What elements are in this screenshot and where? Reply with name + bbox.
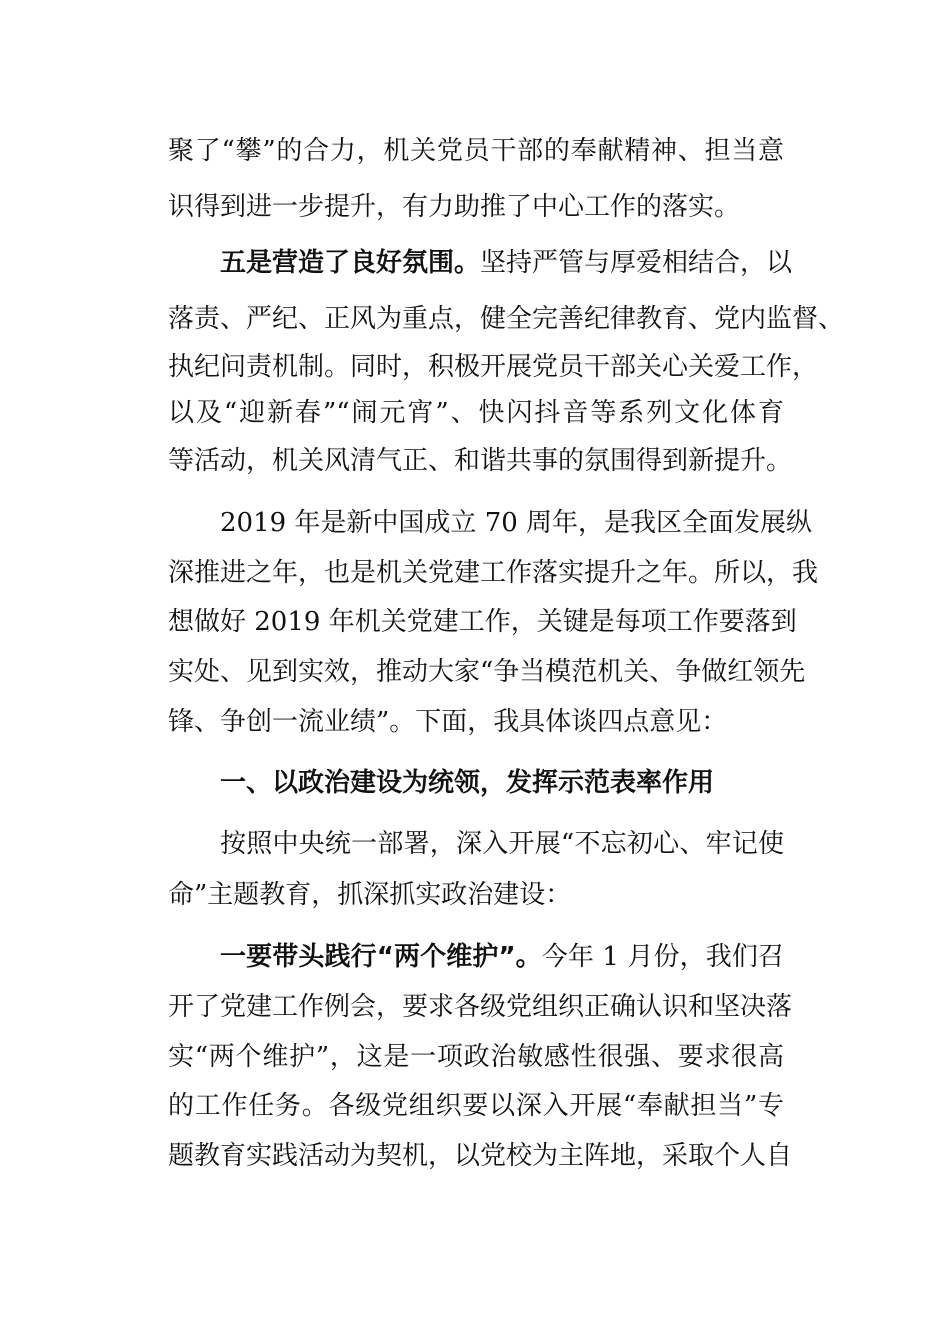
- text-line-14: 按照中央统一部署，深入开展“不忘初心、牢记使: [220, 829, 784, 859]
- text-line-15: 命”主题教育，抓深抓实政治建设：: [168, 880, 572, 910]
- text-line-7: 等活动，机关风清气正、和谐共事的氛围得到新提升。: [168, 446, 793, 476]
- text-line-6: 以及“迎新春”“闹元宵”、快闪抖音等系列文化体育: [168, 398, 784, 428]
- text-line-4: 落责、严纪、正风为重点，健全完善纪律教育、党内监督、: [168, 304, 845, 334]
- text-line-17: 开了党建工作例会，要求各级党组织正确认识和坚决落: [168, 992, 793, 1022]
- text-line-11: 实处、见到实效，推动大家“争当模范机关、争做红领先: [168, 657, 806, 687]
- paragraph-lead-heading: 五是营造了良好氛围。: [220, 248, 481, 278]
- text-line-3: 五是营造了良好氛围。坚持严管与厚爱相结合，以: [220, 248, 793, 278]
- text-line-1: 聚了“攀”的合力，机关党员干部的奉献精神、担当意: [168, 136, 784, 166]
- text-line-20: 题教育实践活动为契机，以党校为主阵地，采取个人自: [168, 1141, 793, 1171]
- paragraph-lead-heading: 一要带头践行“两个维护”。: [220, 942, 542, 972]
- text-line-9: 深推进之年，也是机关党建工作落实提升之年。所以，我: [168, 558, 819, 588]
- text-line-18: 实“两个维护”，这是一项政治敏感性很强、要求很高: [168, 1042, 784, 1072]
- text-line-5: 执纪问责机制。同时，积极开展党员干部关心关爱工作，: [168, 352, 819, 382]
- section-heading: 一、以政治建设为统领，发挥示范表率作用: [220, 768, 715, 798]
- text-line-10: 想做好 2019 年机关党建工作，关键是每项工作要落到: [168, 607, 797, 637]
- text-line-12: 锋、争创一流业绩”。下面，我具体谈四点意见：: [168, 707, 728, 737]
- text-line-2: 识得到进一步提升，有力助推了中心工作的落实。: [168, 192, 741, 222]
- text-line-16: 一要带头践行“两个维护”。今年 1 月份，我们召: [220, 942, 784, 972]
- text-line-19: 的工作任务。各级党组织要以深入开展“奉献担当”专: [168, 1091, 784, 1121]
- text-line-8: 2019 年是新中国成立 70 周年，是我区全面发展纵: [220, 508, 813, 538]
